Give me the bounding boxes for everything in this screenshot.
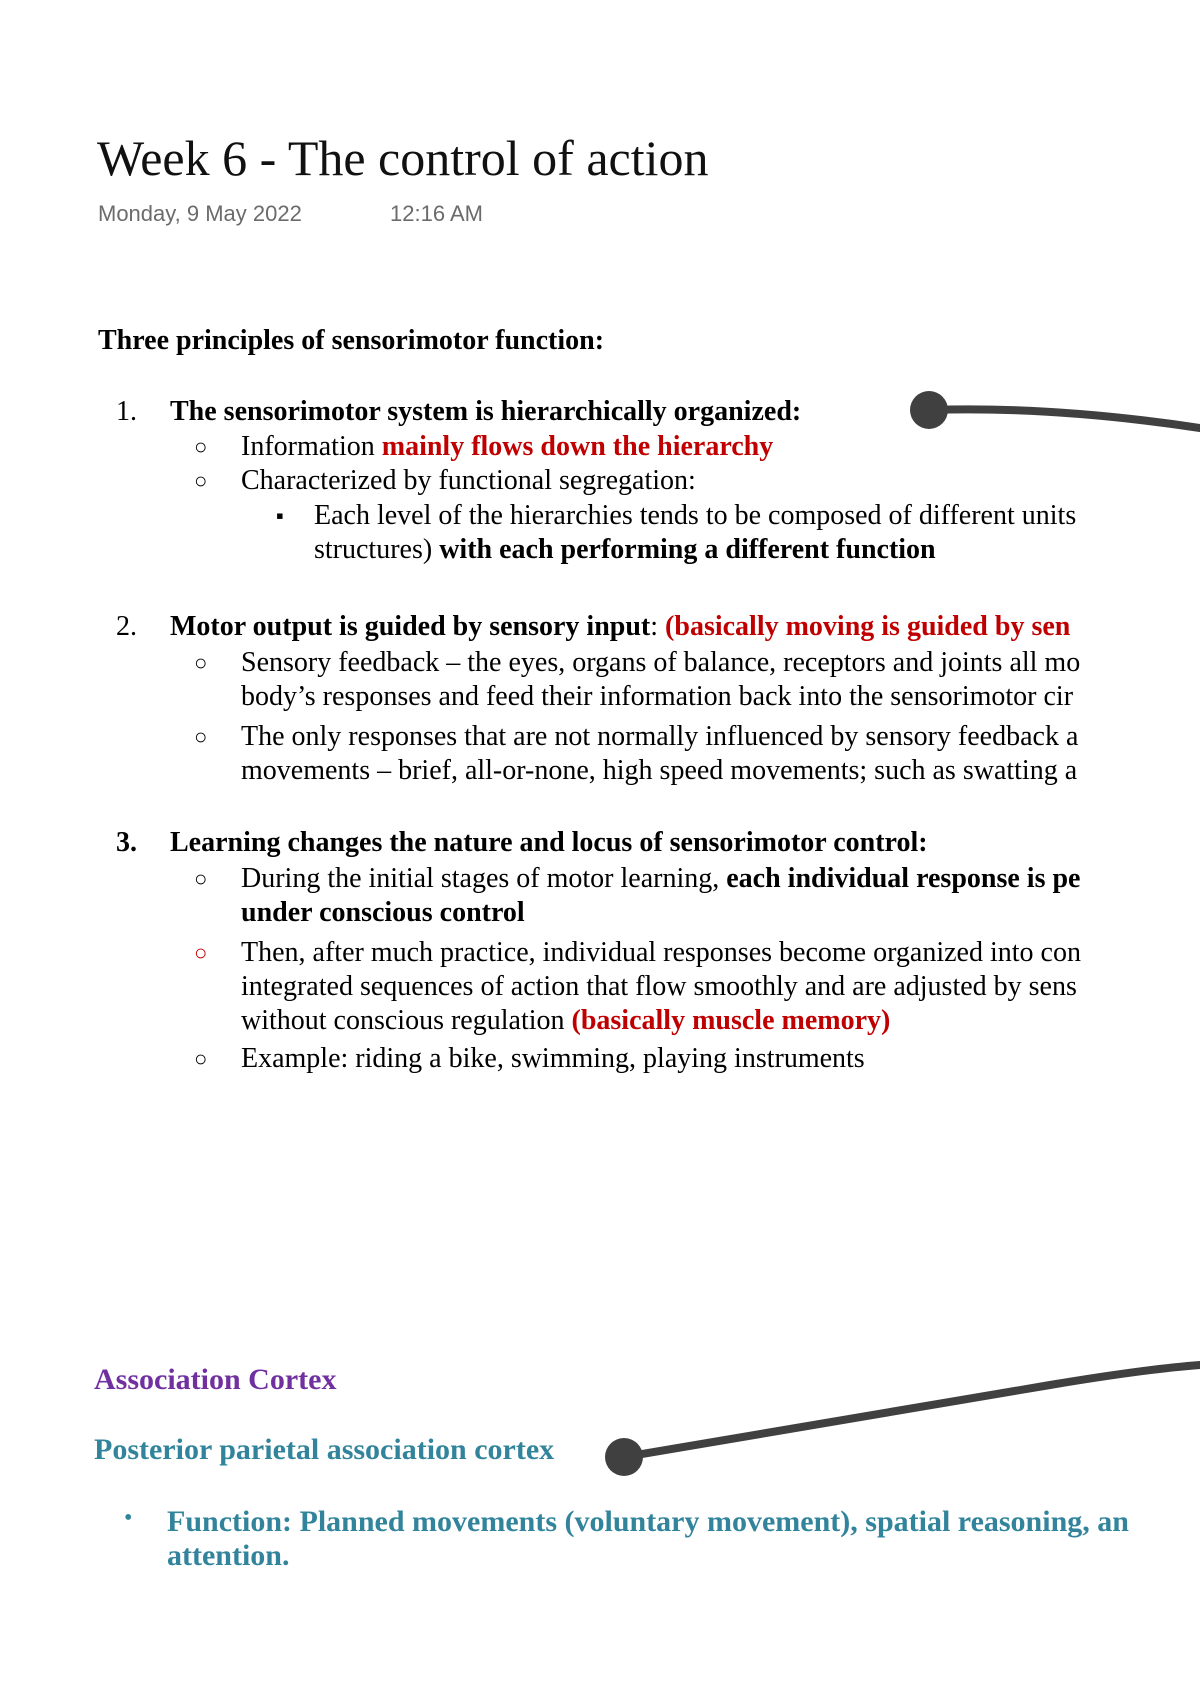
- principle-2-point-2-line-2: movements – brief, all-or-none, high speed movements; such as swatting a: [241, 755, 1078, 786]
- circle-bullet-icon: ○: [194, 866, 208, 891]
- principle-3-point-3: Example: riding a bike, swimming, playing instruments: [241, 1043, 865, 1074]
- text-run: without conscious regulation: [241, 1005, 572, 1036]
- page-time: 12:16 AM: [390, 201, 483, 226]
- list-number-3: 3.: [116, 827, 137, 858]
- circle-bullet-icon: ○: [194, 434, 208, 459]
- highlight-text: (basically moving is guided by sen: [665, 611, 1071, 642]
- circle-bullet-icon: ○: [194, 1046, 208, 1071]
- principle-1-subpoint-line-1: Each level of the hierarchies tends to be composed of different units: [314, 500, 1077, 531]
- page-date: Monday, 9 May 2022: [98, 201, 302, 226]
- principle-1-subpoint-line-2: [314, 533, 936, 567]
- principle-1-point-2: Characterized by functional segregation:: [241, 465, 696, 496]
- ink-connector-bottom: [605, 1365, 1200, 1476]
- principle-3-point-2-line-2: integrated sequences of action that flow smoothly and are adjusted by sens: [241, 971, 1077, 1002]
- text-run: structures): [314, 534, 440, 565]
- function-line-1: Function: Planned movements (voluntary movement), spatial reasoning, an: [167, 1505, 1129, 1538]
- posterior-parietal-heading: Posterior parietal association cortex: [94, 1433, 555, 1466]
- circle-bullet-icon: ○: [194, 724, 208, 749]
- circle-bullet-icon: ○: [194, 940, 208, 965]
- list-number-2: 2.: [116, 611, 137, 642]
- page-title: Week 6 - The control of action: [97, 130, 709, 186]
- circle-bullet-icon: ○: [194, 468, 208, 493]
- principle-3-point-1-line-1: [241, 862, 1080, 896]
- list-number-1: 1.: [116, 396, 137, 427]
- principle-3-point-2-line-1: Then, after much practice, individual responses become organized into con: [241, 937, 1081, 968]
- highlight-text: (basically muscle memory): [571, 1005, 891, 1036]
- section-heading: Three principles of sensorimotor function:: [98, 325, 605, 356]
- bold-text: with each performing a different function: [439, 534, 936, 565]
- bold-text: Motor output is guided by sensory input: [170, 611, 651, 642]
- association-cortex-heading: Association Cortex: [94, 1363, 337, 1396]
- principle-3-point-1-line-2: under conscious control: [241, 897, 525, 928]
- ink-connector-top: [910, 391, 1200, 429]
- principle-2-point-2-line-1: The only responses that are not normally influenced by sensory feedback a: [241, 721, 1079, 752]
- circle-bullet-icon: ○: [194, 650, 208, 675]
- highlight-text: mainly flows down the hierarchy: [381, 431, 774, 462]
- principle-3-point-2-line-3: [241, 1004, 890, 1038]
- dot-bullet-icon: •: [124, 1505, 133, 1531]
- principle-2-point-1-line-1: Sensory feedback – the eyes, organs of balance, receptors and joints all mo: [241, 647, 1081, 678]
- square-bullet-icon: ▪: [276, 503, 284, 528]
- principle-1-point-1: [241, 430, 773, 464]
- bold-text: each individual response is pe: [726, 863, 1081, 894]
- function-line-2: attention.: [167, 1539, 290, 1572]
- text-run: Information: [241, 431, 382, 462]
- principle-2-heading: [170, 610, 1070, 644]
- principle-3-heading: Learning changes the nature and locus of sensorimotor control:: [170, 827, 928, 858]
- principle-2-point-1-line-2: body’s responses and feed their information back into the sensorimotor cir: [241, 681, 1074, 712]
- text-run: During the initial stages of motor learning,: [241, 863, 727, 894]
- principle-1-heading: The sensorimotor system is hierarchically organized:: [170, 396, 802, 427]
- text-run: :: [650, 611, 666, 642]
